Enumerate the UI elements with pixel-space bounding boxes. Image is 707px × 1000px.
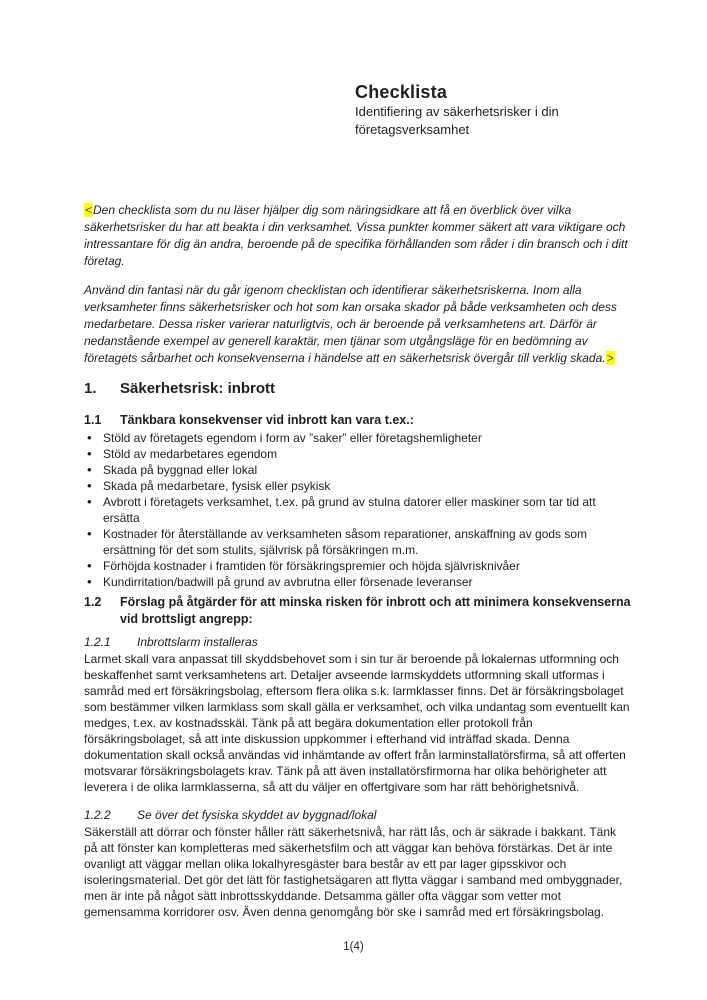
document-subtitle: Identifiering av säkerhetsrisker i din företagsverksamhet [355,104,559,137]
list-item [84,478,632,494]
list-item [84,430,632,446]
list-item-text: Stöld av medarbetares egendom [103,447,278,461]
list-item-text: Stöld av företagets egendom i form av ”saker” eller företagshemligheter [103,431,482,445]
list-item [84,558,632,574]
list-item [84,462,632,478]
list-item [84,446,632,462]
list-item-text: Avbrott i företagets verksamhet, t.ex. på grund av stulna datorer eller maskiner som tar tid att ersätta [103,495,596,525]
intro-paragraph-2-text: Använd din fantasi när du går igenom checklistan och identifierar säkerhetsriskerna. Inom alla verksamheter finns säkerhetsrisker och hot som kan orsaka skador på både verksamheten och dess medarbetare. Dessa risker varierar naturligtvis, och är beroende på verksamhetens art. Därför är nedanstående exempel av generell karaktär, men tjänar som utgångsläge för en bedömning av företagets sårbarhet och konsekvenserna i händelse att en säkerhetsrisk övergår till verklig skada. [84,283,617,365]
intro-paragraph-1 [84,202,632,270]
section-1-1-number: 1.1 [84,413,102,427]
list-item-text: Förhöjda kostnader i framtiden för försäkringspremier och höjda självrisknivåer [103,559,520,573]
section-1-2-2-heading [84,807,632,823]
list-item-text: Kundirritation/badwill på grund av avbrutna eller försenade leveranser [103,575,473,589]
list-item [84,494,632,526]
list-item-text: Kostnader för återställande av verksamheten såsom reparationer, anskaffning av gods som ersättning för det som stulits, självrisk på försäkringen m.m. [103,527,588,557]
section-1-2-2-body: Säkerställ att dörrar och fönster håller rätt säkerhetsnivå, har rätt lås, och är säkrade i bakkant. Tänk på att fönster kan kompletteras med säkerhetsfilm och att väggar kan behöva förstärkas. Det är inte ovanligt att väggar mellan olika lokalhyresgäster bara består av ett par lager gipsskivor och isoleringsmaterial. Det gör det lätt för fastighetsägaren att flytta väggar i samband med ombyggnader, men är inte på något sätt inbrottsskyddande. Detsamma gäller ofta väggar som vetter mot gemensamma korridorer osv. Även denna genomgång bör ske i samråd med ert försäkringsbolag. [84,825,623,919]
document-title: Checklista [355,82,448,102]
section-1-2-2-number: 1.2.2 [84,808,111,822]
section-1-2-title: Förslag på åtgärder för att minska risken för inbrott och att minimera konsekvenserna vid brottsligt angrepp: [120,595,631,626]
consequences-bullet-list [84,430,632,590]
list-item [84,574,632,590]
section-1-1-title: Tänkbara konsekvenser vid inbrott kan vara t.ex.: [120,413,414,427]
highlight-marker-close: > [606,351,614,365]
section-1-2-2-title: Se över det fysiska skyddet av byggnad/lokal [137,808,377,822]
intro-paragraph-2 [84,282,632,367]
list-item-text: Skada på byggnad eller lokal [103,463,258,477]
document-header [355,0,632,139]
section-1-2-1-body: Larmet skall vara anpassat till skyddsbehovet som i sin tur är beroende på lokalernas utformning och beskaffenhet samt verksamhetens art. Detaljer avseende larmskyddets utformning skall utformas i samråd med ert försäkringsbolag, eftersom flera olika s.k. larmklasser finns. Det är försäkringsbolaget som bestämmer vilken larmklass som skall gälla er verksamhet, och vilka undantag som eventuellt kan medges, t.ex. av kostnadsskäl. Tänk på att begära dokumentation eller protokoll från försäkringsbolaget, så att inte diskussion uppkommer i efterhand vid inträffad skada. Denna dokumentation skall också användas vid inhämtande av offert från larminstallatörsfirma, så att offerten motsvarar försäkringsbolagets krav. Tänk på att även installatörsfirmorna har olika behörigheter att leverera i de olika larmklasserna, så att du väljer en offertgivare som har rätt behörighetsnivå. [84,652,630,794]
list-item-text: Skada på medarbetare, fysisk eller psykisk [103,479,331,493]
section-1-2-heading [84,594,632,628]
page-number: 1(4) [343,941,364,953]
section-1-1-heading [84,412,632,429]
section-1-2-number: 1.2 [84,595,102,609]
section-1-number: 1. [84,380,97,397]
section-1-title: Säkerhetsrisk: inbrott [120,380,276,397]
section-1-2-1-heading [84,634,632,650]
intro-paragraph-1-text: Den checklista som du nu läser hjälper dig som näringsidkare att få en överblick över vilka säkerhetsrisker du har att beakta i din verksamhet. Vissa punkter kommer säkert att vara viktigare och intressantare för dig än andra, beroende på de specifika förhållanden som råder i din bransch och i ditt företag. [84,203,628,268]
section-1-2-1-number: 1.2.1 [84,635,111,649]
highlight-marker-open: < [85,203,93,217]
section-1-heading [84,379,632,398]
list-item [84,526,632,558]
section-1-2-1-title: Inbrottslarm installeras [137,635,258,649]
